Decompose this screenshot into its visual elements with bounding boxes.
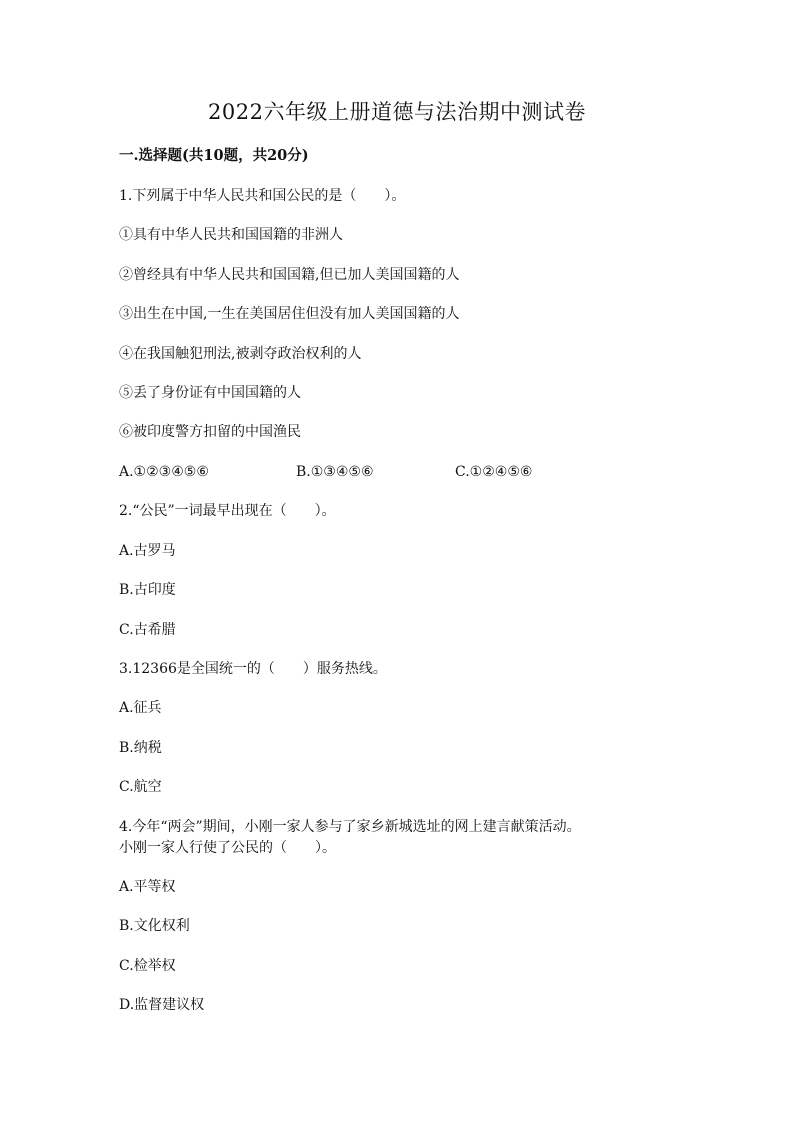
question-3-option-c: C.航空 <box>119 779 162 795</box>
question-4-stem-line-2: 小刚一家人行使了公民的（ ）。 <box>119 840 336 856</box>
section-heading: 一.选择题(共10题，共20分) <box>119 147 309 164</box>
question-1-options <box>119 462 679 482</box>
question-1-item-6: ⑥被印度警方扣留的中国渔民 <box>119 424 301 440</box>
question-2-option-a: A.古罗马 <box>119 543 176 559</box>
question-3-option-a: A.征兵 <box>119 700 162 716</box>
question-1-option-a: A.①②③④⑤⑥ <box>119 464 209 480</box>
question-4-option-b: B.文化权利 <box>119 918 190 934</box>
question-1-item-1: ①具有中华人民共和国国籍的非洲人 <box>119 227 343 243</box>
question-3-stem: 3.12366是全国统一的（ ）服务热线。 <box>119 661 387 677</box>
question-1-item-2: ②曾经具有中华人民共和国国籍,但已加人美国国籍的人 <box>119 267 460 283</box>
question-4-option-c: C.检举权 <box>119 958 176 974</box>
question-1-stem: 1.下列属于中华人民共和国公民的是（ ）。 <box>119 188 406 204</box>
page-title: 2022六年级上册道德与法治期中测试卷 <box>208 100 586 124</box>
question-3-option-b: B.纳税 <box>119 740 162 756</box>
question-4-option-a: A.平等权 <box>119 879 176 895</box>
question-1-item-3: ③出生在中国,一生在美国居住但没有加人美国国籍的人 <box>119 306 460 322</box>
question-1-option-b: B.①③④⑤⑥ <box>296 464 374 480</box>
question-4-stem-line-1: 4.今年“两会”期间，小刚一家人参与了家乡新城选址的网上建言献策活动。 <box>119 819 581 835</box>
question-2-stem: 2.“公民”一词最早出现在（ ）。 <box>119 503 336 519</box>
question-2-option-c: C.古希腊 <box>119 622 176 638</box>
question-1-option-c: C.①②④⑤⑥ <box>455 464 533 480</box>
question-1-item-5: ⑤丢了身份证有中国国籍的人 <box>119 385 301 401</box>
question-4-option-d: D.监督建议权 <box>119 997 205 1013</box>
question-1-item-4: ④在我国触犯刑法,被剥夺政治权利的人 <box>119 346 362 362</box>
question-2-option-b: B.古印度 <box>119 582 176 598</box>
